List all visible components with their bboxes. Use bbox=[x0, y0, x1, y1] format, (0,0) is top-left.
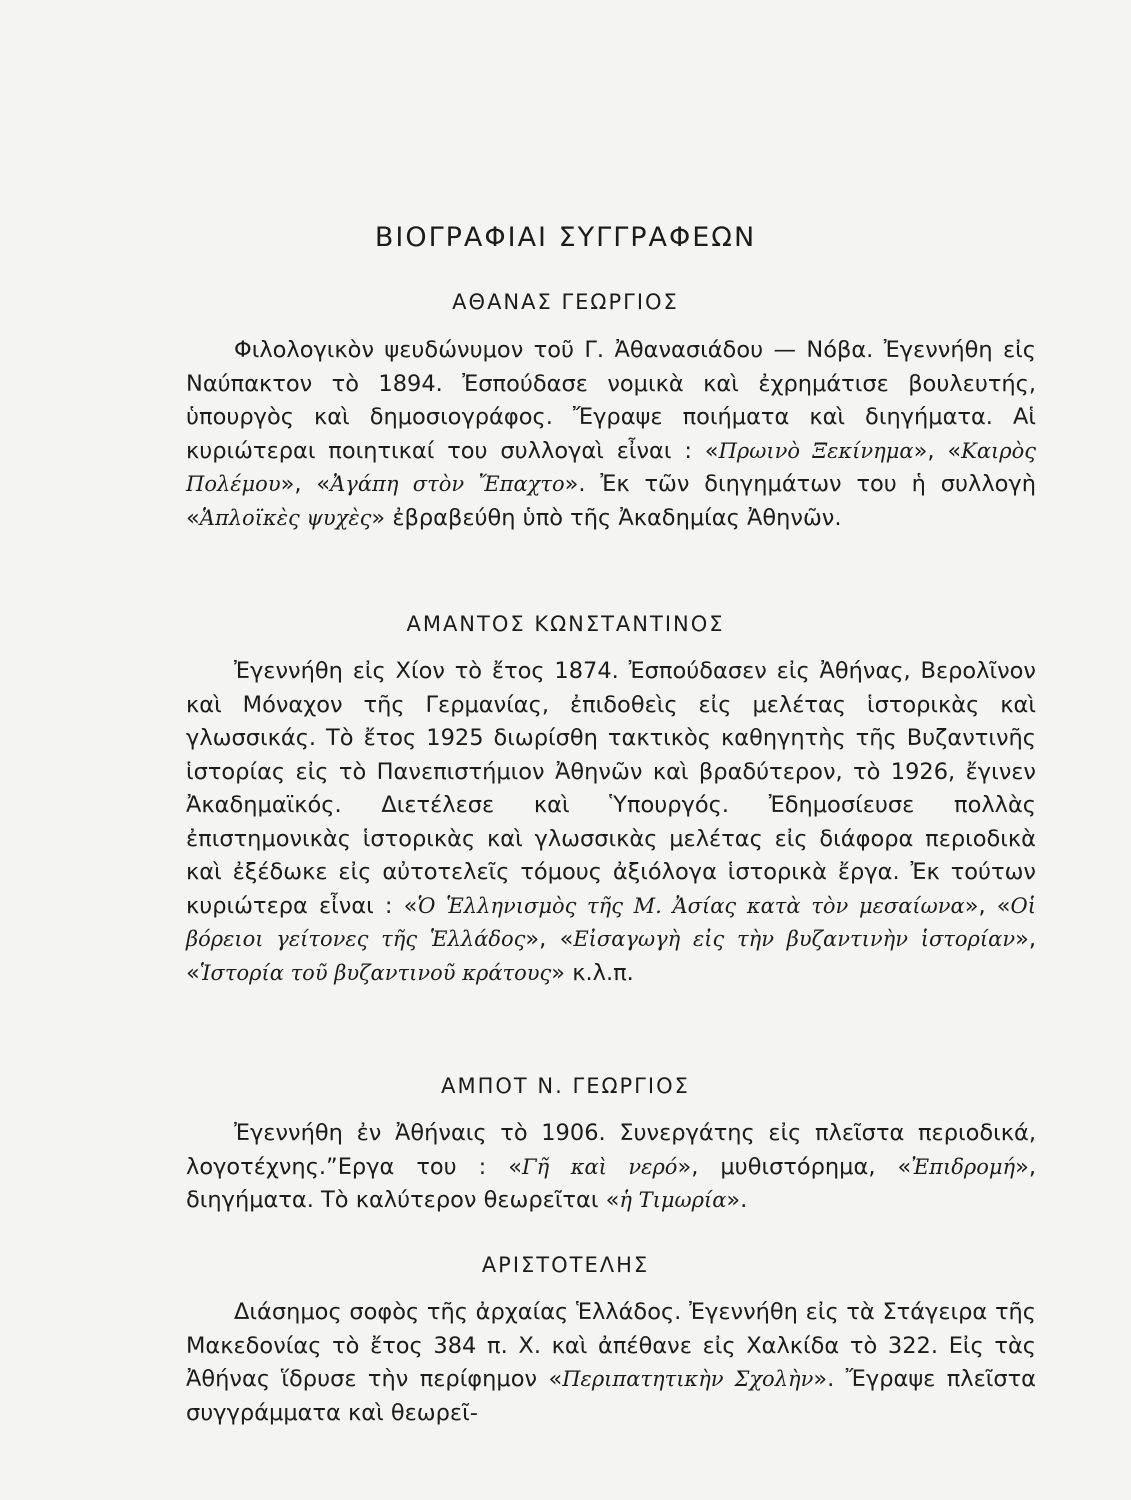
work-title: Ὁ Ἑλληνισμὸς τῆς Μ. Ἀσίας κατὰ τὸν μεσαίωνα bbox=[417, 893, 965, 918]
entry-heading-athanas: ΑΘΑΝΑΣ ΓΕΩΡΓΙΟΣ bbox=[452, 290, 679, 314]
text-segment: », « bbox=[913, 437, 962, 464]
text-segment: ». Ἔγραψε πλεῖστα συγγράμματα καὶ θεωρεῖ- bbox=[186, 1366, 1037, 1426]
text-segment: » κ.λ.π. bbox=[551, 959, 634, 986]
entry-heading-amantos: ΑΜΑΝΤΟΣ ΚΩΝΣΤΑΝΤΙΝΟΣ bbox=[406, 612, 725, 636]
work-title: Πρωινὸ Ξεκίνημα bbox=[718, 438, 914, 463]
work-title: Περιπατητικὴν Σχολὴν bbox=[562, 1367, 814, 1391]
text-segment: Ἐγεννήθη ἐν Ἀθήναις τὸ 1906. Συνεργάτης εἰς πλεῖστα περιοδικά, λογοτέχνης.”Εργα του : « bbox=[186, 1120, 1036, 1180]
work-title: Ἀγάπη στὸν Ἔπαχτο bbox=[330, 472, 565, 496]
text-segment: », διηγήματα. Τὸ καλύτερον θεωρεῖται « bbox=[186, 1153, 1036, 1213]
work-title: Ἱστορία τοῦ βυζαντινοῦ κράτους bbox=[199, 960, 552, 985]
entry-body-ampot bbox=[186, 1117, 1036, 1218]
page-title: ΒΙΟΓΡΑΦΙΑΙ ΣΥΓΓΡΑΦΕΩΝ bbox=[374, 222, 757, 253]
text-segment: », « bbox=[280, 471, 331, 497]
work-title: Οἱ βόρειοι γείτονες τῆς Ἑλλάδος bbox=[186, 893, 1036, 951]
entry-heading-aristoteles: ΑΡΙΣΤΟΤΕΛΗΣ bbox=[481, 1253, 650, 1277]
text-segment: Διάσημος σοφὸς τῆς ἀρχαίας Ἑλλάδος. Ἐγεννήθη εἰς τὰ Στάγειρα τῆς Μακεδονίας τὸ ἔτος 384 π. Χ. καὶ ἀπέθανε εἰς Χαλκίδα τὸ 322. Εἰς τὰς Ἀθήνας ἵδρυσε τὴν περίφημον « bbox=[186, 1299, 1036, 1392]
work-title: Καιρὸς Πολέμου bbox=[186, 438, 1037, 496]
work-title: Εἰσαγωγὴ εἰς τὴν βυζαντινὴν ἱστορίαν bbox=[573, 927, 1016, 951]
work-title: Ἁπλοϊκὲς ψυχὲς bbox=[199, 505, 372, 530]
work-title: ἡ Τιμωρία bbox=[619, 1188, 727, 1212]
text-segment: », « bbox=[964, 892, 1011, 919]
text-segment: Φιλολογικὸν ψευδώνυμον τοῦ Γ. Ἀθανασιάδου — Νόβα. Ἐγεννήθη εἰς Ναύπακτον τὸ 1894. Ἐσπούδασε νομικὰ καὶ ἐχρημάτισε βουλευτής, ὑπουργὸς καὶ δημοσιογράφος. Ἔγραψε ποιήματα καὶ διηγήματα. Αἱ κυριώτεραι ποιητικαί του συλλογαὶ εἶναι : « bbox=[186, 337, 1036, 464]
entry-body-aristoteles bbox=[186, 1296, 1036, 1430]
text-segment: ». Ἐκ τῶν διηγημάτων του ἡ συλλογὴ « bbox=[186, 471, 1036, 531]
text-segment: », « bbox=[525, 926, 574, 952]
entry-body-athanas bbox=[186, 334, 1036, 535]
entry-body-amantos bbox=[186, 655, 1036, 990]
work-title: Γῆ καὶ νερό bbox=[522, 1154, 678, 1179]
text-segment: Ἐγεννήθη εἰς Χίον τὸ ἔτος 1874. Ἐσπούδασεν εἰς Ἀθήνας, Βερολῖνον καὶ Μόναχον τῆς Γερμανίας, ἐπιδοθεὶς εἰς μελέτας ἱστορικὰς καὶ γλωσσικάς. Τὸ ἔτος 1925 διωρίσθη τακτικὸς καθηγητὴς τῆς Βυζαντινῆς ἱστορίας εἰς τὸ Πανεπιστήμιον Ἀθηνῶν καὶ βραδύτερον, τὸ 1926, ἔγινεν Ἀκαδημαϊκός. Διετέλεσε καὶ Ὑπουργός. Ἐδημοσίευσε πολλὰς ἐπιστημονικὰς ἱστορικὰς καὶ γλωσσικὰς μελέτας εἰς διάφορα περιοδικὰ καὶ ἐξέδωκε εἰς αὐτοτελεῖς τόμους ἀξιόλογα ἱστορικὰ ἔργα. Ἐκ τούτων κυριώτερα εἶναι : « bbox=[186, 658, 1036, 919]
text-segment: », μυθιστόρημα, « bbox=[677, 1153, 912, 1180]
entry-heading-ampot: ΑΜΠΟΤ Ν. ΓΕΩΡΓΙΟΣ bbox=[441, 1074, 690, 1098]
text-segment: », « bbox=[186, 926, 1037, 986]
text-segment: » ἐβραβεύθη ὑπὸ τῆς Ἀκαδημίας Ἀθηνῶν. bbox=[371, 504, 842, 531]
text-segment: ». bbox=[726, 1187, 748, 1213]
work-title: Ἐπιδρομή bbox=[911, 1154, 1016, 1179]
